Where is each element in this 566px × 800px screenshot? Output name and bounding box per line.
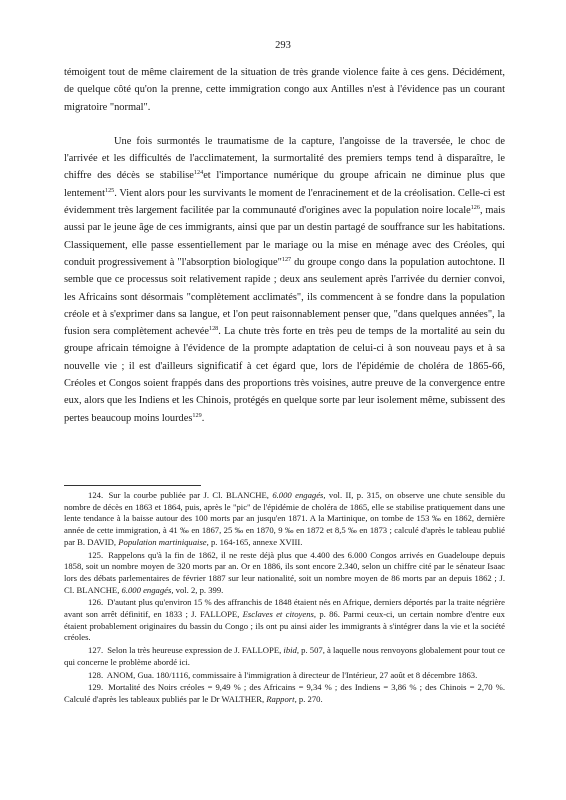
footnote-127 [64,645,505,668]
footnote-title: ibid [283,645,297,656]
footnote-ref-129[interactable]: 129 [192,411,202,419]
footnote-text: Selon la très heureuse expression de J. FALLOPE, [107,645,284,656]
footnotes [64,490,505,707]
footnote-number: 128. [88,669,104,680]
footnote-text: Rappelons qu'à la fin de 1862, il ne reste déjà plus que 4.400 des 6.000 Congos arrivés en Guadeloupe depuis 1858, soit un nombre moyen de 320 morts par an. Or en 1886, ils sont encore 2.340, selon un chiffre cité par le sénateur Isaac lors des débats parlementaires de février 1887 sur leur nationalité, soit un nombre moyen de 86 morts par an depuis 1862 ; J. Cl. BLANCHE, [64,549,506,595]
footnote-title: 6.000 engagés [121,584,172,595]
text-run: Une fois surmontés le traumatisme de la capture, l'angoisse de la traversée, le choc de l'arrivée et les difficultés de l'acclimatement, la surmortalité des premiers temps tend à disparaître, le chiffre des décès se stabilise [64,135,505,182]
footnote-text: , p. 507, à laquelle nous renvoyons globalement pour tout ce qui concerne le problème abordé ici. [64,645,506,667]
footnote-ref-128[interactable]: 128 [208,325,219,333]
text-run: . [201,412,205,424]
footnote-text: ANOM, Gua. 180/1116, commissaire à l'immigration à directeur de l'Intérieur, 27 août et 8 décembre 1863. [106,669,478,680]
paragraph-continued: témoigent tout de même clairement de la situation de très grande violence faite à ces gens. Décidément, de quelque côté qu'on la prenne, cette immigration congo aux Antilles n'est à l'évidence pas un courant migratoire "normal". [64,67,505,113]
footnote-text: , vol. II, p. 315, on observe une chute sensible du nombre de décès en 1863 et 1864, puis, après le "pic" de l'épidémie de choléra de 1865, elle se stabilise pratiquement dans une lente tendance à la baisse autour des 100 morts par an jusqu'en 1871. A la Martinique, on tombe de 153 ‰ en 1862, dernière année de cette immigration, à 41 ‰ en 1867, 25 ‰ en 1870, 9 ‰ en 1872 et 8,5 ‰ en 1873 ; calculé d'après le tableau publié par B. DAVID, [64,490,506,547]
footnote-ref-126[interactable]: 126 [470,204,480,212]
footnote-128 [64,670,505,682]
footnote-126 [64,597,505,644]
text-run: du groupe congo dans la population autochtone. Il semble que ce processus soit relativement rapide ; deux ans seulement après l'arrivée du dernier convoi, les Africains sont désormais "complètement acclimatés", ils commencent à se fondre dans la population créole et à s'exprimer dans sa langue, et l'on peut raisonnablement penser que, "dans quelques années", la fusion sera complètement achevée [64,256,505,338]
footnote-text: D'autant plus qu'environ 15 % des affranchis de 1848 étaient nés en Afrique, derniers déportés par la traite négrière avant son arrêt définitif, en 1833 ; J. FALLOPE, [64,597,506,620]
footnote-title: Population martiniquaise [118,536,207,547]
footnote-number: 127. [88,645,104,656]
text-run: , mais aussi par le jeune âge de ces immigrants, ainsi que par un destin partagé de souffrance sur les habitations. Classiquement, elle passe essentiellement par le mariage ou la mise en ménage avec des Créoles, qui conduit progressivement à "l'absorption biologique" [64,205,505,268]
footnote-125 [64,550,505,597]
footnote-text: , p. 270. [294,693,323,704]
footnote-ref-124[interactable]: 124 [193,169,204,177]
page-number: 293 [275,40,291,51]
footnote-number: 125. [88,549,104,560]
footnote-number: 124. [88,490,104,500]
footnote-ref-125[interactable]: 125 [104,186,115,194]
footnote-number: 126. [88,597,104,608]
footnote-separator [64,485,201,486]
footnote-title: Rapport [266,693,295,704]
footnote-text: Mortalité des Noirs créoles = 9,49 % ; des Africains = 9,34 % ; des Indiens = 3,86 % ; des Chinois = 2,70 %. Calculé d'après les tableaux publiés par le Dr WALTHER, [64,682,505,704]
footnote-ref-127[interactable]: 127 [281,255,292,263]
text-run: . La chute très forte en très peu de temps de la mortalité au sein du groupe africain témoigne à l'évidence de la prompte adaptation de celui-ci à son nouveau pays et à sa nouvelle vie ; il est d'ailleurs significatif à cet égard que, lors de l'épidémie de choléra de 1865-66, Créoles et Congos soient frappés dans des proportions très voisines, autre preuve de la convergence entre eux, alors que les Indiens et les Chinois, protégés en quelque sorte par leur isolement même, subissent des pertes beaucoup moins lourdes [64,326,505,424]
footnote-title: 6.000 engagés [272,490,324,500]
footnote-129 [64,682,505,705]
footnote-124 [64,490,505,549]
body-text [64,64,505,427]
text-run: et l'importance numérique du groupe africain ne diminue plus que lentement [64,170,505,199]
footnote-text: , p. 86. Parmi ceux-ci, un certain nombre d'entre eux étaient probablement originaires du bassin du Congo ; ils ont pu ainsi aider les immigrants à s'intégrer dans la vie et la société créoles. [64,609,505,643]
footnote-text: Sur la courbe publiée par J. Cl. BLANCHE, [108,490,273,500]
paragraph-main [64,133,505,427]
footnote-title: Esclaves et citoyens [242,609,314,620]
footnote-text: , p. 164-165, annexe XVIII. [206,536,303,547]
text-run: . Vient alors pour les survivants le moment de l'enracinement et de la créolisation. Celle-ci est évidemment très largement facilitée par la communauté d'origines avec la population noire locale [64,187,505,217]
footnote-number: 129. [88,682,104,693]
footnote-text: , vol. 2, p. 399. [171,584,224,595]
